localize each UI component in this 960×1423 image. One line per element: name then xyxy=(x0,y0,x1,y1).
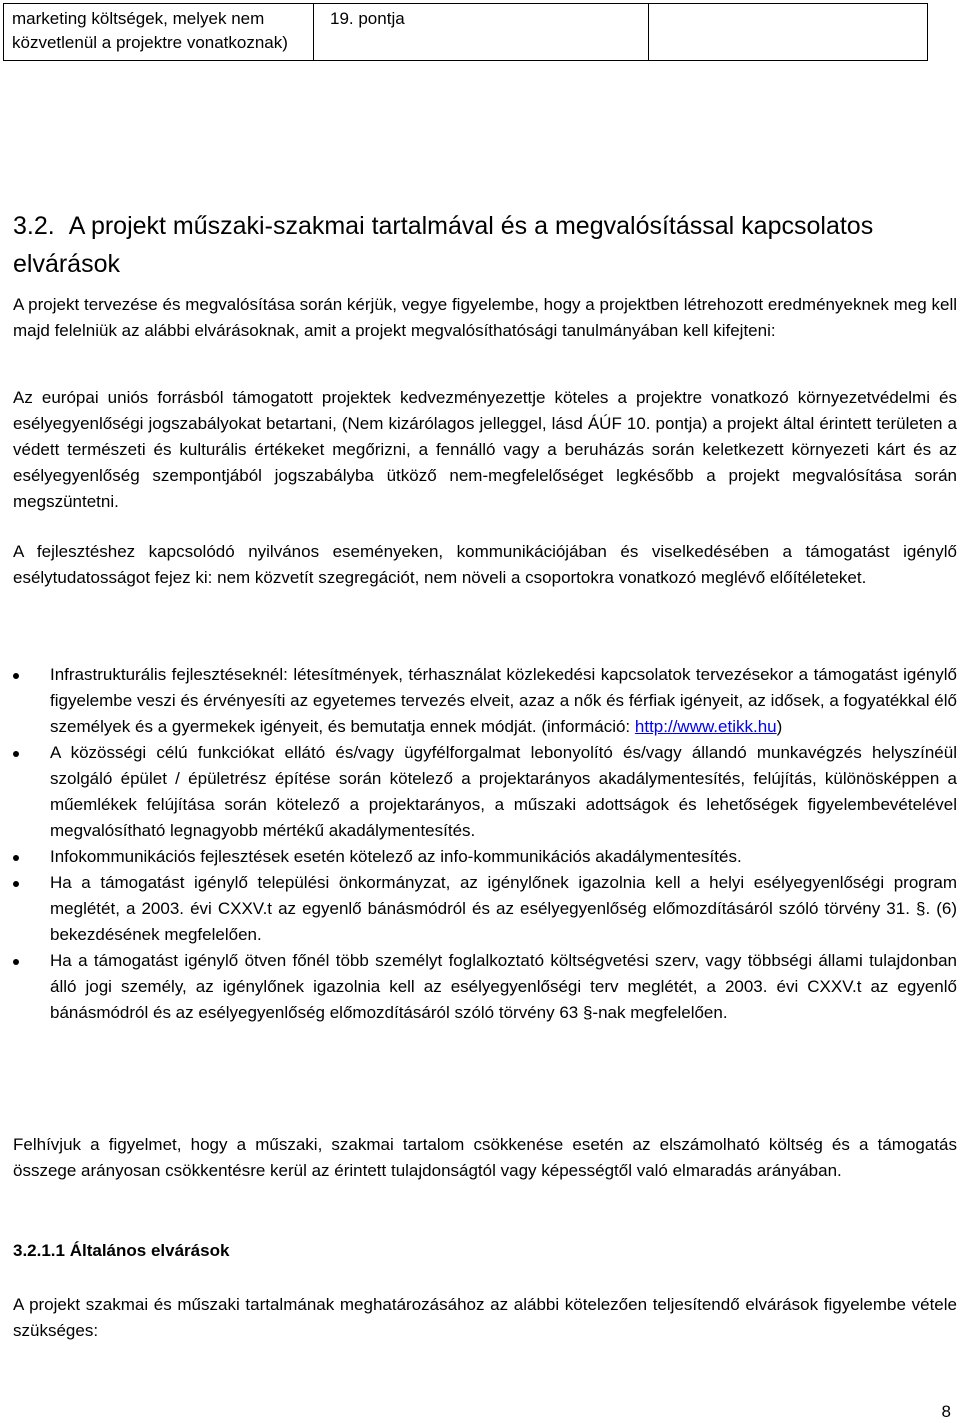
table-cell-cost-type: marketing költségek, melyek nem közvetlenül a projektre vonatkoznak) xyxy=(4,4,314,61)
list-item xyxy=(13,870,957,948)
bullet-icon xyxy=(13,751,19,757)
list-item xyxy=(13,662,957,740)
paragraph-requirements-intro: A projekt szakmai és műszaki tartalmának meghatározásához az alábbi kötelezően teljesítendő elvárások figyelembe vétele szükséges: xyxy=(13,1295,957,1340)
page-number: 8 xyxy=(941,1402,951,1421)
list-item-text: Ha a támogatást igénylő ötven főnél több személyt foglalkoztató költségvetési szerv, vagy többségi állami tulajdonban álló jogi személy, az igénylőnek igazolnia kell az esélyegyenlőségi terv meglétét, a 2003. évi CXXV.t az egyenlő bánásmódról és az esélyegyenlőség előmozdításáról szóló törvény 63 §-nak megfelelően. xyxy=(50,951,957,1022)
list-item-text: Infrastrukturális fejlesztéseknél: létesítmények, térhasználat közlekedési kapcsolatok tervezésekor a támogatást igénylő figyelembe veszi és érvényesíti az egyetemes tervezés elveit, azaz a nők és férfiak igényeit, az idősek, a fogyatékkal élő személyek és a gyermekek igényeit, és bemutatja ennek módját. (információ: xyxy=(50,665,957,736)
paragraph-intro: A projekt tervezése és megvalósítása során kérjük, vegye figyelembe, hogy a projektben létrehozott eredményeknek meg kell majd felelniük az alábbi elvárásoknak, amit a projekt megvalósíthatósági tanulmányában kell kifejteni: xyxy=(13,295,957,340)
bullet-icon xyxy=(13,855,19,861)
list-item-text: Infokommunikációs fejlesztések esetén kötelező az info-kommunikációs akadálymentesítés. xyxy=(50,847,742,866)
section-number: 3.2. xyxy=(13,212,55,240)
list-item-text: A közösségi célú funkciókat ellátó és/vagy ügyfélforgalmat lebonyolító és/vagy állandó munkavégzés helyszínéül szolgáló épület / épületrész építése során kötelező a projektarányos akadálymentesítés, felújítás, különösképpen a műemlékek felújítása során kötelező a projektarányos, a műszaki adottságok és lehetőségek figyelembevételével megvalósítható legnagyobb mértékű akadálymentesítés. xyxy=(50,743,957,840)
bullet-icon xyxy=(13,673,19,679)
requirements-list xyxy=(13,662,957,1026)
table-cell-empty xyxy=(649,4,928,61)
paragraph-communication: A fejlesztéshez kapcsolódó nyilvános eseményeken, kommunikációjában és viselkedésében a támogatást igénylő esélytudatosságot fejez ki: nem közvetít szegregációt, nem növeli a csoportokra vonatkozó meglévő előítéleteket. xyxy=(13,542,957,587)
section-heading xyxy=(13,207,933,283)
table-row xyxy=(4,4,928,61)
list-item xyxy=(13,948,957,1026)
top-table xyxy=(3,3,928,61)
bullet-icon xyxy=(13,959,19,965)
list-item-text: Ha a támogatást igénylő települési önkormányzat, az igénylőnek igazolnia kell a helyi esélyegyenlőségi program meglétét, a 2003. évi CXXV.t az egyenlő bánásmódról és az esélyegyenlőség előmozdításáról szóló törvény 31. §. (6) bekezdésének megfelelően. xyxy=(50,873,957,944)
etikk-link[interactable]: http://www.etikk.hu xyxy=(634,717,777,736)
list-item xyxy=(13,844,957,870)
table-cell-reference: 19. pontja xyxy=(314,4,649,61)
paragraph-notice: Felhívjuk a figyelmet, hogy a műszaki, szakmai tartalom csökkenése esetén az elszámolható költség és a támogatás összege arányosan csökkentésre kerül az érintett tulajdonságtól vagy képességtől való elmaradás arányában. xyxy=(13,1135,957,1180)
subsection-heading: 3.2.1.1 Általános elvárások xyxy=(13,1241,230,1260)
list-item xyxy=(13,740,957,844)
list-item-text-end: ) xyxy=(776,717,783,736)
section-title: A projekt műszaki-szakmai tartalmával és a megvalósítással kapcsolatos elvárások xyxy=(13,212,874,278)
paragraph-obligations: Az európai uniós forrásból támogatott projektek kedvezményezettje köteles a projektre vonatkozó környezetvédelmi és esélyegyenlőségi jogszabályokat betartani, (Nem kizárólagos jelleggel, lásd ÁÚF 10. pontja) a projekt által érintett területen a védett természeti és kulturális értékeket megőrizni, a fennálló vagy a beruházás során keletkezett környezeti kárt és az esélyegyenlőség szempontjából jogszabályba ütköző nem-megfelelőséget legkésőbb a projekt megvalósítása során megszüntetni. xyxy=(13,388,957,511)
bullet-icon xyxy=(13,881,19,887)
